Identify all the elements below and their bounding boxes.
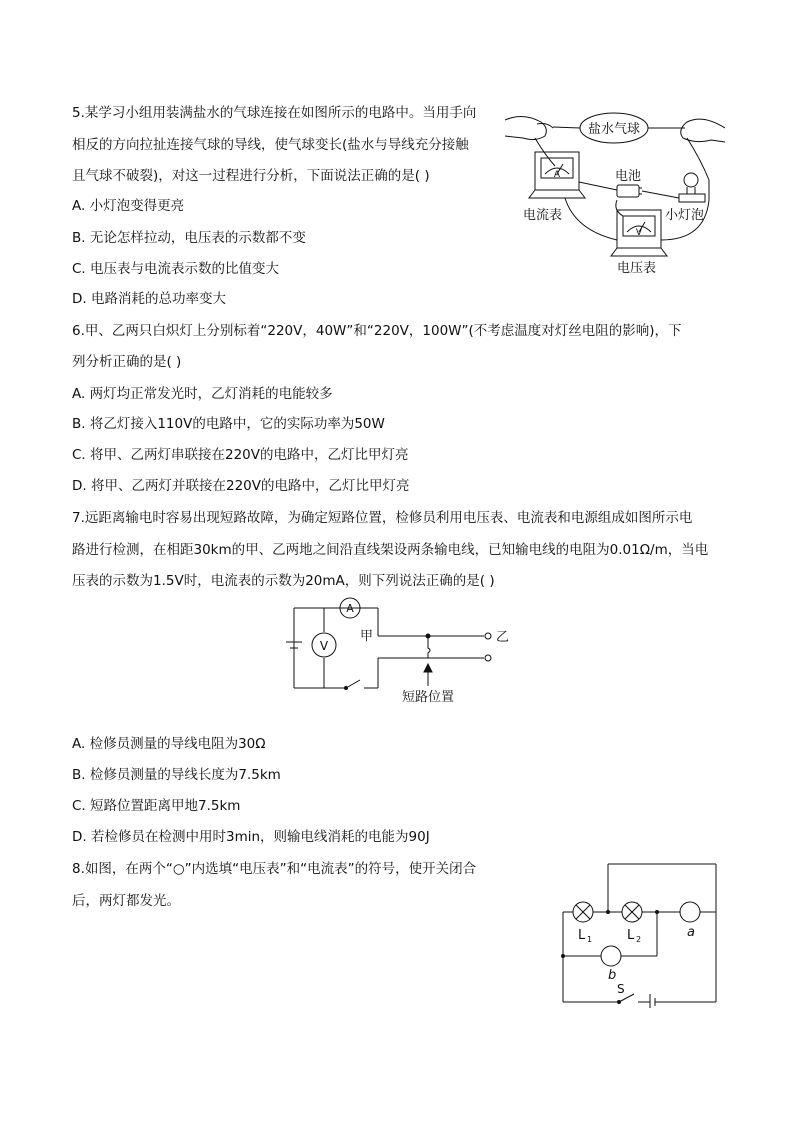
label-l2-sub: 2 [636, 935, 642, 944]
q6-option-c: C. 将甲、乙两灯串联接在220V的电路中，乙灯比甲灯亮 [72, 447, 409, 463]
q7-option-b: B. 检修员测量的导线长度为7.5km [72, 767, 281, 783]
balloon-label: 盐水气球 [587, 122, 641, 137]
label-a: a [687, 925, 695, 940]
q7-option-c: C. 短路位置距离甲地7.5km [72, 798, 241, 814]
q5-option-c: C. 电压表与电流表示数的比值变大 [72, 261, 280, 277]
q7-circuit-figure [282, 596, 514, 706]
ammeter-label: 电流表 [523, 208, 563, 223]
switch-lever [346, 680, 360, 688]
label-l2: L [627, 928, 635, 943]
q8-line-1: 8.如图，在两个“○”内选填“电压表”和“电流表”的符号，使开关闭合 [72, 861, 477, 877]
voltmeter-letter: V [319, 639, 329, 653]
q6-option-a: A. 两灯均正常发光时，乙灯消耗的电能较多 [72, 386, 333, 402]
q7-line-3: 压表的示数为1.5V时，电流表的示数为20mA，则下列说法正确的是( ) [72, 573, 495, 589]
label-b: b [608, 968, 617, 983]
label-yi: 乙 [496, 630, 510, 645]
meter-b-circle [601, 946, 621, 966]
q7-line-2: 路进行检测，在相距30km的甲、乙两地之间沿直线架设两条输电线，已知输电线的电阻为0.01Ω/m，当电 [72, 542, 709, 558]
battery-icon [617, 185, 639, 197]
bulb-label: 小灯泡 [665, 208, 705, 223]
label-l1: L [578, 928, 586, 943]
q6-line-1: 6.甲、乙两只白炽灯上分别标着“220V，40W”和“220V，100W”(不考虑温度对灯丝电阻的影响)，下 [72, 323, 682, 339]
voltmeter-label: 电压表 [617, 261, 657, 276]
left-hand-icon [505, 116, 546, 139]
ammeter-letter: A [346, 602, 354, 615]
label-l1-sub: 1 [587, 935, 593, 944]
q6-option-d: D. 将甲、乙两灯并联接在220V的电路中，乙灯比甲灯亮 [72, 478, 410, 494]
meter-a-circle [680, 902, 700, 922]
q7-option-d: D. 若检修员在检测中用时3min，则输电线消耗的电能为90J [72, 829, 430, 845]
label-s: S [617, 982, 625, 996]
q5-line-1: 5.某学习小组用装满盐水的气球连接在如图所示的电路中。当用手向 [72, 105, 477, 121]
battery-label: 电池 [615, 169, 642, 184]
q7-line-1: 7.远距离输电时容易出现短路故障，为确定短路位置，检修员利用电压表、电流表和电源组成如图所示电 [72, 510, 693, 526]
ammeter-symbol: A [553, 170, 561, 180]
label-short-position: 短路位置 [401, 690, 455, 705]
q6-line-2: 列分析正确的是( ) [72, 354, 182, 370]
q6-option-b: B. 将乙灯接入110V的电路中，它的实际功率为50W [72, 416, 385, 432]
q7-option-a: A. 检修员测量的导线电阻为30Ω [72, 736, 266, 752]
q5-option-b: B. 无论怎样拉动，电压表的示数都不变 [72, 230, 306, 246]
voltmeter-symbol: V [635, 228, 643, 238]
q5-line-2: 相反的方向拉扯连接气球的导线，使气球变长(盐水与导线充分接触 [72, 137, 469, 153]
q8-circuit-figure [556, 858, 724, 1008]
q5-line-3: 且气球不破裂)，对这一过程进行分析，下面说法正确的是( ) [72, 168, 430, 184]
q5-circuit-figure [505, 100, 725, 280]
q5-option-d: D. 电路消耗的总功率变大 [72, 291, 226, 307]
bulb-icon [684, 173, 698, 187]
label-jia: 甲 [360, 629, 374, 644]
q8-line-2: 后，两灯都发光。 [72, 893, 180, 909]
q5-option-a: A. 小灯泡变得更亮 [72, 198, 185, 214]
